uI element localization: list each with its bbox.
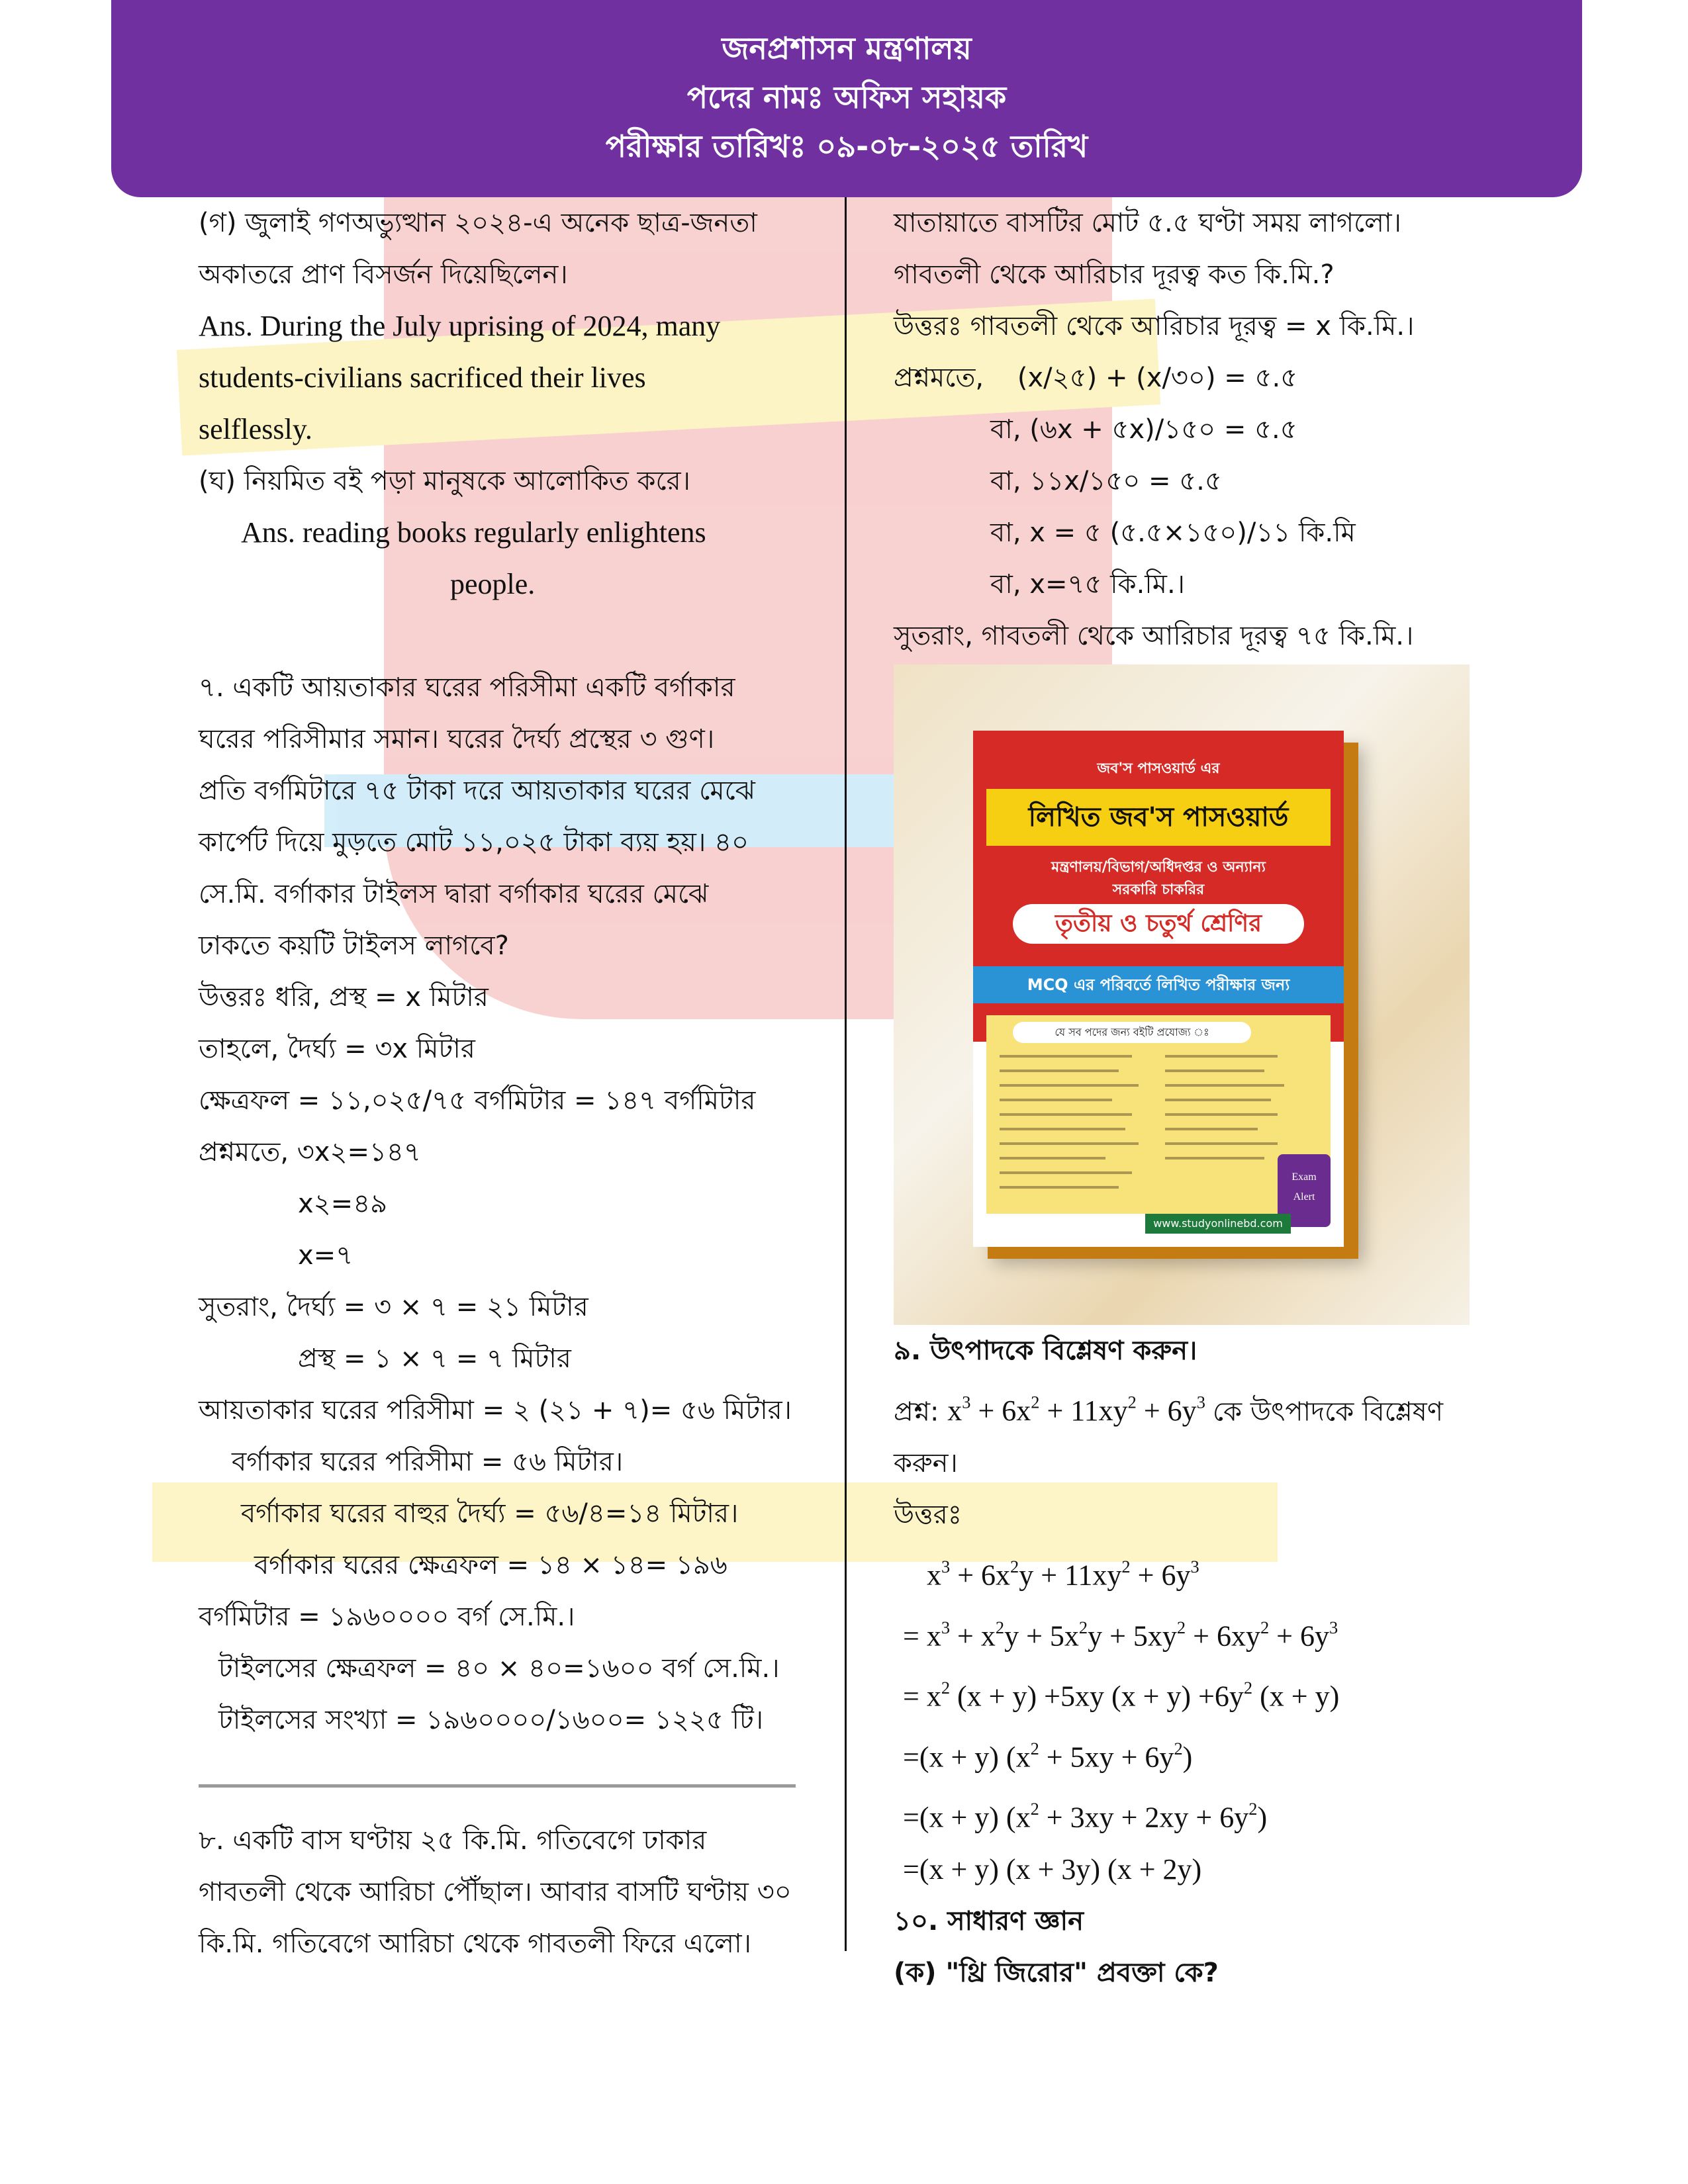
book-title: লিখিত জব'স পাসওয়ার্ড — [986, 789, 1331, 846]
answer-line: x=৭ — [298, 1240, 353, 1271]
answer-line: x২=৪৯ — [298, 1189, 388, 1219]
answer-line: বা, x = ৫ (৫.৫×১৫০)/১১ কি.মি — [990, 518, 1356, 548]
book-cover — [973, 731, 1344, 1247]
prompt-tail: কে উৎপাদকে বিশ্লেষণ — [1212, 1396, 1444, 1428]
text-line: (ঘ) নিয়মিত বই পড়া মানুষকে আলোকিত করে। — [199, 466, 690, 496]
answer-line: প্রস্থ = ১ × ৭ = ৭ মিটার — [298, 1343, 571, 1374]
text-line: যাতায়াতে বাসটির মোট ৫.৫ ঘণ্টা সময় লাগলো। — [894, 208, 1401, 238]
answer-line: বা, x=৭৫ কি.মি.। — [990, 569, 1185, 600]
text-line: selflessly. — [199, 413, 312, 445]
math-step: =(x + y) $(x^2 + 5xy + 6y^2)$ — [903, 1738, 1193, 1774]
ministry-title: জনপ্রশাসন মন্ত্রণালয় — [722, 30, 972, 66]
math-expression: $x^3 + 6x^2 + 11xy^2 + 6y^3$ — [947, 1392, 1205, 1428]
text-line: students-civilians sacrificed their lives — [199, 361, 646, 394]
alert-label: Alert — [1293, 1191, 1315, 1203]
book-subtitle-line: সরকারি চাকরির — [1112, 882, 1205, 898]
math-step: $x^3 + 6x^2y + 11xy^2 + 6y^3$ — [927, 1557, 1199, 1592]
answer-line: টাইলসের সংখ্যা = ১৯৬০০০০/১৬০০= ১২২৫ টি। — [218, 1705, 764, 1735]
prompt-label: প্রশ্ন: — [894, 1396, 939, 1428]
question-10a: (ক) "থ্রি জিরোর" প্রবক্তা কে? — [894, 1957, 1219, 1988]
text-line: Ans. During the July uprising of 2024, many — [199, 310, 721, 342]
answer-line: বা, ১১x/১৫০ = ৫.৫ — [990, 466, 1222, 496]
book-publisher: জব'স পাসওয়ার্ড এর — [1097, 760, 1220, 777]
question-8: ৮. একটি বাস ঘণ্টায় ২৫ কি.মি. গতিবেগে ঢাকার — [199, 1825, 707, 1856]
book-list-heading: যে সব পদের জন্য বইটি প্রযোজ্য ঃ — [1013, 1022, 1251, 1043]
right-column-lower — [894, 1325, 1556, 1999]
book-website: www.studyonlinebd.com — [1145, 1214, 1291, 1234]
answer-line: বর্গমিটার = ১৯৬০০০০ বর্গ সে.মি.। — [199, 1602, 575, 1632]
math-step: =(x + y) $(x^2 + 3xy + 2xy + 6y^2)$ — [903, 1799, 1268, 1834]
right-column — [894, 197, 1556, 662]
question-9: ৯. উৎপাদকে বিশ্লেষণ করুন। — [894, 1336, 1197, 1366]
text-line: অকাতরে প্রাণ বিসর্জন দিয়েছিলেন। — [199, 259, 568, 290]
text-line: কি.মি. গতিবেগে আরিচা থেকে গাবতলী ফিরে এলো। — [199, 1929, 751, 1959]
answer-line: সুতরাং, দৈর্ঘ্য = ৩ × ৭ = ২১ মিটার — [199, 1292, 588, 1322]
answer-line: আয়তাকার ঘরের পরিসীমা = ২ (২১ + ৭)= ৫৬ মিটার। — [199, 1395, 792, 1426]
text-line: (গ) জুলাই গণঅভ্যুত্থান ২০২৪-এ অনেক ছাত্র-জনতা — [199, 208, 757, 238]
text-line: প্রতি বর্গমিটারে ৭৫ টাকা দরে আয়তাকার ঘরের মেঝে — [199, 776, 755, 806]
column-divider — [845, 197, 847, 1951]
book-subtitle-line: মন্ত্রণালয়/বিভাগ/অধিদপ্তর ও অন্যান্য — [1051, 859, 1266, 876]
math-step: = $x^3 + x^2y + 5x^2y + 5xy^2 + 6xy^2 + 6y^3$ — [903, 1617, 1338, 1653]
answer-line: প্রশ্নমতে, ৩x২=১৪৭ — [199, 1137, 421, 1167]
answer-line: বা, (৬x + ৫x)/১৫০ = ৫.৫ — [990, 414, 1297, 445]
answer-line: টাইলসের ক্ষেত্রফল = ৪০ × ৪০=১৬০০ বর্গ সে.মি.। — [218, 1653, 780, 1684]
book-mcq-banner: MCQ এর পরিবর্তে লিখিত পরীক্ষার জন্য — [973, 966, 1344, 1003]
post-name: পদের নামঃ অফিস সহায়ক — [686, 79, 1007, 115]
text-line: সে.মি. বর্গাকার টাইলস দ্বারা বর্গাকার ঘরের মেঝে — [199, 879, 709, 909]
exam-date: পরীক্ষার তারিখঃ ০৯-০৮-২০২৫ তারিখ — [605, 128, 1088, 164]
answer-line: ক্ষেত্রফল = ১১,০২৫/৭৫ বর্গমিটার = ১৪৭ বর্গমিটার — [199, 1085, 756, 1116]
math-step: = $x^2$ (x + y) +5xy $(x + y) +6y^2$ (x + y) — [903, 1678, 1340, 1713]
exam-label: Exam — [1291, 1171, 1317, 1183]
math-step: =(x + y) (x + 3y) (x + 2y) — [903, 1852, 1202, 1886]
text-line: গাবতলী থেকে আরিচার দূরত্ব কত কি.মি.? — [894, 259, 1335, 290]
answer-line: বর্গাকার ঘরের পরিসীমা = ৫৬ মিটার। — [232, 1447, 624, 1477]
text-line: গাবতলী থেকে আরিচা পৌঁছাল। আবার বাসটি ঘণ্টায় ৩০ — [199, 1877, 792, 1907]
text-line: Ans. reading books regularly enlightens — [241, 516, 706, 549]
answer-line: উত্তরঃ ধরি, প্রস্থ = x মিটার — [199, 982, 489, 1013]
book-grade: তৃতীয় ও চতুর্থ শ্রেণির — [1013, 904, 1304, 944]
text-line: কার্পেট দিয়ে মুড়তে মোট ১১,০২৫ টাকা ব্যয় হয়। ৪০ — [199, 827, 749, 858]
left-column — [199, 197, 834, 1970]
question-7: ৭. একটি আয়তাকার ঘরের পরিসীমা একটি বর্গাকার — [199, 672, 735, 703]
text-line: ঢাকতে কয়টি টাইলস লাগবে? — [199, 931, 509, 961]
page-header — [111, 0, 1582, 197]
question-9-prompt — [894, 1377, 1556, 1437]
answer-label: উত্তরঃ — [894, 1500, 962, 1531]
answer-line: তাহলে, দৈর্ঘ্য = ৩x মিটার — [199, 1034, 475, 1064]
answer-line: সুতরাং, গাবতলী থেকে আরিচার দূরত্ব ৭৫ কি.মি.। — [894, 621, 1414, 651]
answer-line: উত্তরঃ গাবতলী থেকে আরিচার দূরত্ব = x কি.মি.। — [894, 311, 1415, 341]
answer-line: বর্গাকার ঘরের ক্ষেত্রফল = ১৪ × ১৪= ১৯৬ — [254, 1550, 727, 1580]
text-line: people. — [450, 568, 536, 600]
text-line: করুন। — [894, 1448, 958, 1479]
answer-line: প্রশ্নমতে, (x/২৫) + (x/৩০) = ৫.৫ — [894, 363, 1298, 393]
book-subtitle — [973, 856, 1344, 901]
book-cover-image — [894, 664, 1470, 1325]
question-10: ১০. সাধারণ জ্ঞান — [894, 1905, 1084, 1936]
text-line: ঘরের পরিসীমার সমান। ঘরের দৈর্ঘ্য প্রস্থের ৩ গুণ। — [199, 724, 715, 754]
answer-line: বর্গাকার ঘরের বাহুর দৈর্ঘ্য = ৫৬/৪=১৪ মিটার। — [241, 1498, 739, 1529]
